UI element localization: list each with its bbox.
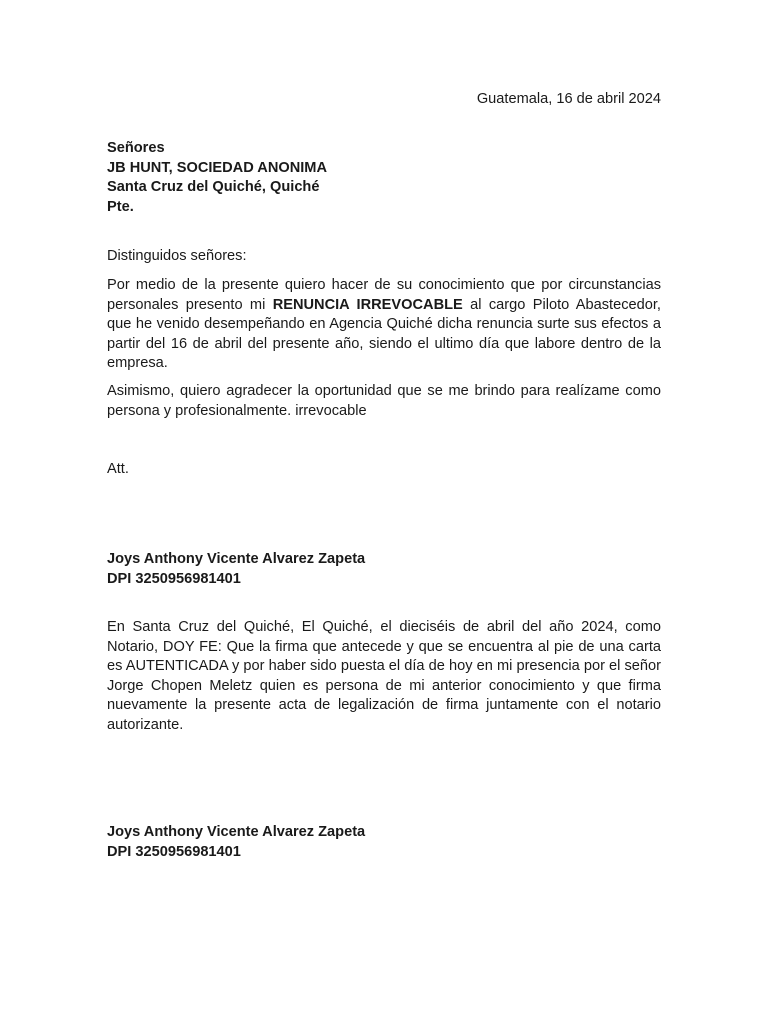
recipient-block xyxy=(107,139,661,217)
body-paragraph-2: Asimismo, quiero agradecer la oportunidad que se me brindo para realízame como persona y profesionalmente. irrevocable xyxy=(107,383,661,419)
signer-name: Joys Anthony Vicente Alvarez Zapeta xyxy=(107,551,366,567)
recipient-line-2: JB HUNT, SOCIEDAD ANONIMA xyxy=(107,159,327,176)
signature-block-2 xyxy=(107,823,661,862)
signer-name-2: Joys Anthony Vicente Alvarez Zapeta xyxy=(107,824,366,840)
recipient-line-1: Señores xyxy=(107,140,165,156)
body-paragraph-1-text-b: al cargo Piloto Abastecedor, que he venido desempeñando en Agencia Quiché dicha renuncia surte sus efectos a partir del 16 de abril del presente año, siendo el ultimo día que labore dentro de la empresa. xyxy=(107,296,661,371)
signature-block-1 xyxy=(107,550,661,589)
notary-paragraph: En Santa Cruz del Quiché, El Quiché, el dieciséis de abril del año 2024, como Notario, DOY FE: Que la firma que antecede y que se encuentra al pie de una carta es AUTENTICADA y por haber sido puesta el día de hoy en mi presencia por el señor Jorge Chopen Meletz quien es persona de mi anterior conocimiento y que firma nuevamente la presente acta de legalización de firma juntamente con el notario autorizante. xyxy=(107,619,661,733)
signer-dpi: DPI 3250956981401 xyxy=(107,570,241,587)
recipient-line-3: Santa Cruz del Quiché, Quiché xyxy=(107,179,320,195)
resignation-emphasis: RENUNCIA IRREVOCABLE xyxy=(272,296,463,313)
date-line: Guatemala, 16 de abril 2024 xyxy=(476,91,661,107)
body-paragraph-1 xyxy=(107,276,661,374)
salutation: Distinguidos señores: xyxy=(107,248,247,264)
recipient-line-4: Pte. xyxy=(107,198,134,215)
body-paragraph-1-text-a: Por medio de la presente quiero hacer de su conocimiento que por circunstancias personales presento mi xyxy=(107,277,661,313)
closing: Att. xyxy=(107,461,129,477)
signer-dpi-2: DPI 3250956981401 xyxy=(107,843,241,860)
